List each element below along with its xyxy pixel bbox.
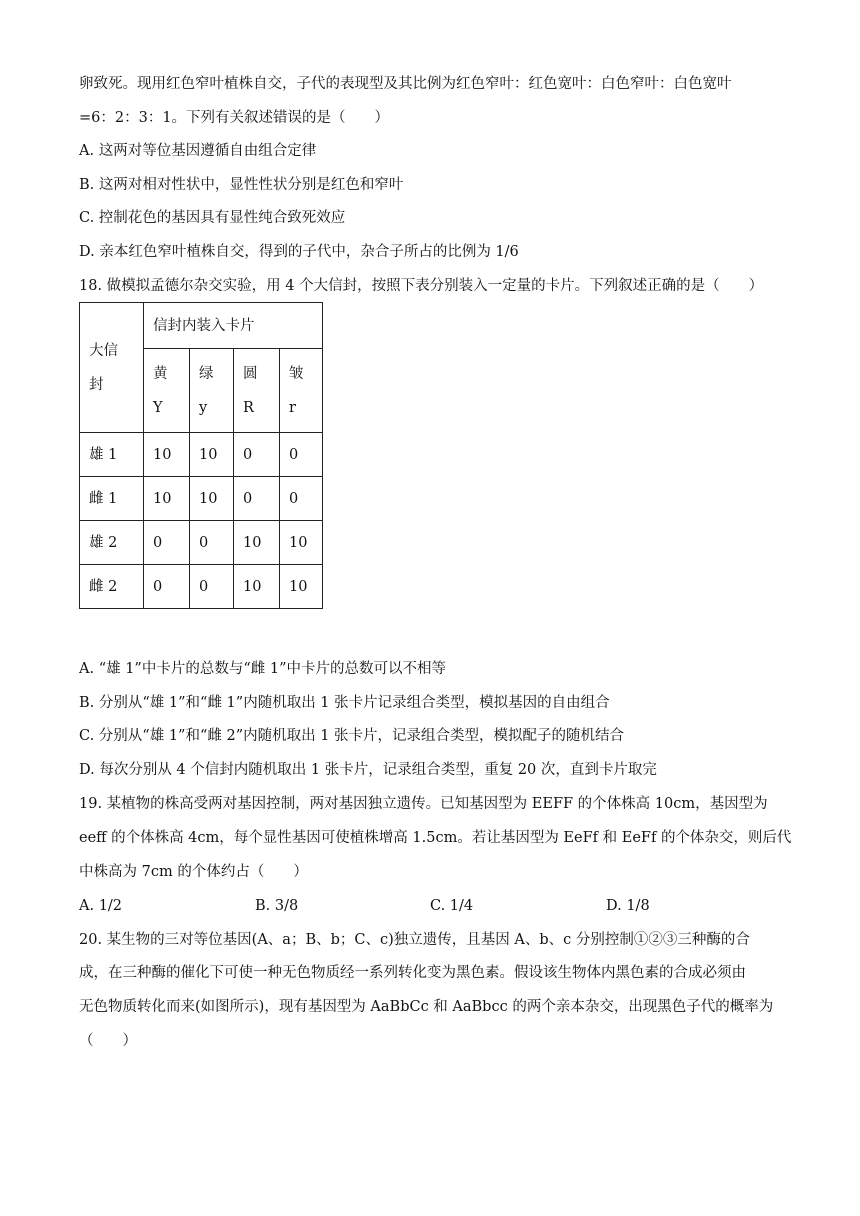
row-label: 雄 2 <box>80 521 144 565</box>
q19-stem-line-1: 19. 某植物的株高受两对基因控制，两对基因独立遗传。已知基因型为 EEFF 的个体株高 10cm，基因型为 <box>79 796 768 812</box>
q17-option-d: D. 亲本红色窄叶植株自交，得到的子代中，杂合子所占的比例为 1/6 <box>79 244 519 260</box>
row-label: 雄 1 <box>80 433 144 477</box>
table-row <box>80 521 323 565</box>
table-row <box>80 477 323 521</box>
table-cell: 10 <box>190 477 234 521</box>
q18-option-d: D. 每次分别从 4 个信封内随机取出 1 张卡片，记录组合类型，重复 20 次，直到卡片取完 <box>79 762 657 778</box>
table-row <box>80 433 323 477</box>
q17-option-c: C. 控制花色的基因具有显性纯合致死效应 <box>79 210 346 226</box>
row-label: 雌 2 <box>80 565 144 609</box>
envelope-card-table <box>79 302 323 609</box>
col-header-wrinkled: 皱 r <box>280 349 323 433</box>
q18-stem: 18. 做模拟孟德尔杂交实验，用 4 个大信封，按照下表分别装入一定量的卡片。下列叙述正确的是（ ） <box>79 278 764 294</box>
table-cell: 10 <box>190 433 234 477</box>
table-cell: 0 <box>190 565 234 609</box>
q20-stem-line-2: 成，在三种酶的催化下可使一种无色物质经一系列转化变为黑色素。假设该生物体内黑色素的合成必须由 <box>79 965 746 981</box>
q18-option-a: A. “雄 1”中卡片的总数与“雌 1”中卡片的总数可以不相等 <box>79 661 447 677</box>
table-cell: 0 <box>144 565 190 609</box>
q18-option-b: B. 分别从“雄 1”和“雌 1”内随机取出 1 张卡片记录组合类型，模拟基因的自由组合 <box>79 695 610 711</box>
table-cell: 10 <box>144 477 190 521</box>
col-header-green: 绿 y <box>190 349 234 433</box>
table-cell: 0 <box>144 521 190 565</box>
table-cell: 0 <box>190 521 234 565</box>
table-cell: 0 <box>280 433 323 477</box>
table-cell: 10 <box>144 433 190 477</box>
q19-option-a: A. 1/2 <box>79 898 123 914</box>
table-cell: 10 <box>234 521 280 565</box>
col-header-round: 圆 R <box>234 349 280 433</box>
q17-option-a: A. 这两对等位基因遵循自由组合定律 <box>79 143 317 159</box>
row-label: 雌 1 <box>80 477 144 521</box>
q20-stem-line-1: 20. 某生物的三对等位基因(A、a；B、b；C、c)独立遗传，且基因 A、b、c 分别控制①②③三种酶的合 <box>79 932 750 948</box>
q20-stem-line-3: 无色物质转化而来(如图所示)，现有基因型为 AaBbCc 和 AaBbcc 的两个亲本杂交，出现黑色子代的概率为 <box>79 999 774 1015</box>
table-cell: 0 <box>234 433 280 477</box>
col-header-yellow: 黄 Y <box>144 349 190 433</box>
table-group-header: 信封内装入卡片 <box>144 303 323 349</box>
q17-option-b: B. 这两对相对性状中，显性性状分别是红色和窄叶 <box>79 177 404 193</box>
table-cell: 0 <box>280 477 323 521</box>
q17-stem-line-2: =6：2：3：1。下列有关叙述错误的是（ ） <box>79 110 390 126</box>
table-corner-header: 大信 封 <box>80 303 144 433</box>
q17-stem-line-1: 卵致死。现用红色窄叶植株自交，子代的表现型及其比例为红色窄叶：红色宽叶：白色窄叶：白色宽叶 <box>79 76 732 92</box>
table-cell: 10 <box>280 521 323 565</box>
q20-stem-line-4: （ ） <box>79 1033 137 1049</box>
q19-option-d: D. 1/8 <box>606 898 650 914</box>
table-cell: 10 <box>234 565 280 609</box>
table-cell: 10 <box>280 565 323 609</box>
q19-stem-line-2: eeff 的个体株高 4cm，每个显性基因可使植株增高 1.5cm。若让基因型为 EeFf 和 EeFf 的个体杂交，则后代 <box>79 830 792 846</box>
q19-options <box>79 896 779 916</box>
q19-option-c: C. 1/4 <box>430 898 474 914</box>
table-cell: 0 <box>234 477 280 521</box>
q19-stem-line-3: 中株高为 7cm 的个体约占（ ） <box>79 864 308 880</box>
q18-option-c: C. 分别从“雄 1”和“雌 2”内随机取出 1 张卡片，记录组合类型，模拟配子的随机结合 <box>79 728 625 744</box>
q19-option-b: B. 3/8 <box>255 898 299 914</box>
table-row <box>80 565 323 609</box>
